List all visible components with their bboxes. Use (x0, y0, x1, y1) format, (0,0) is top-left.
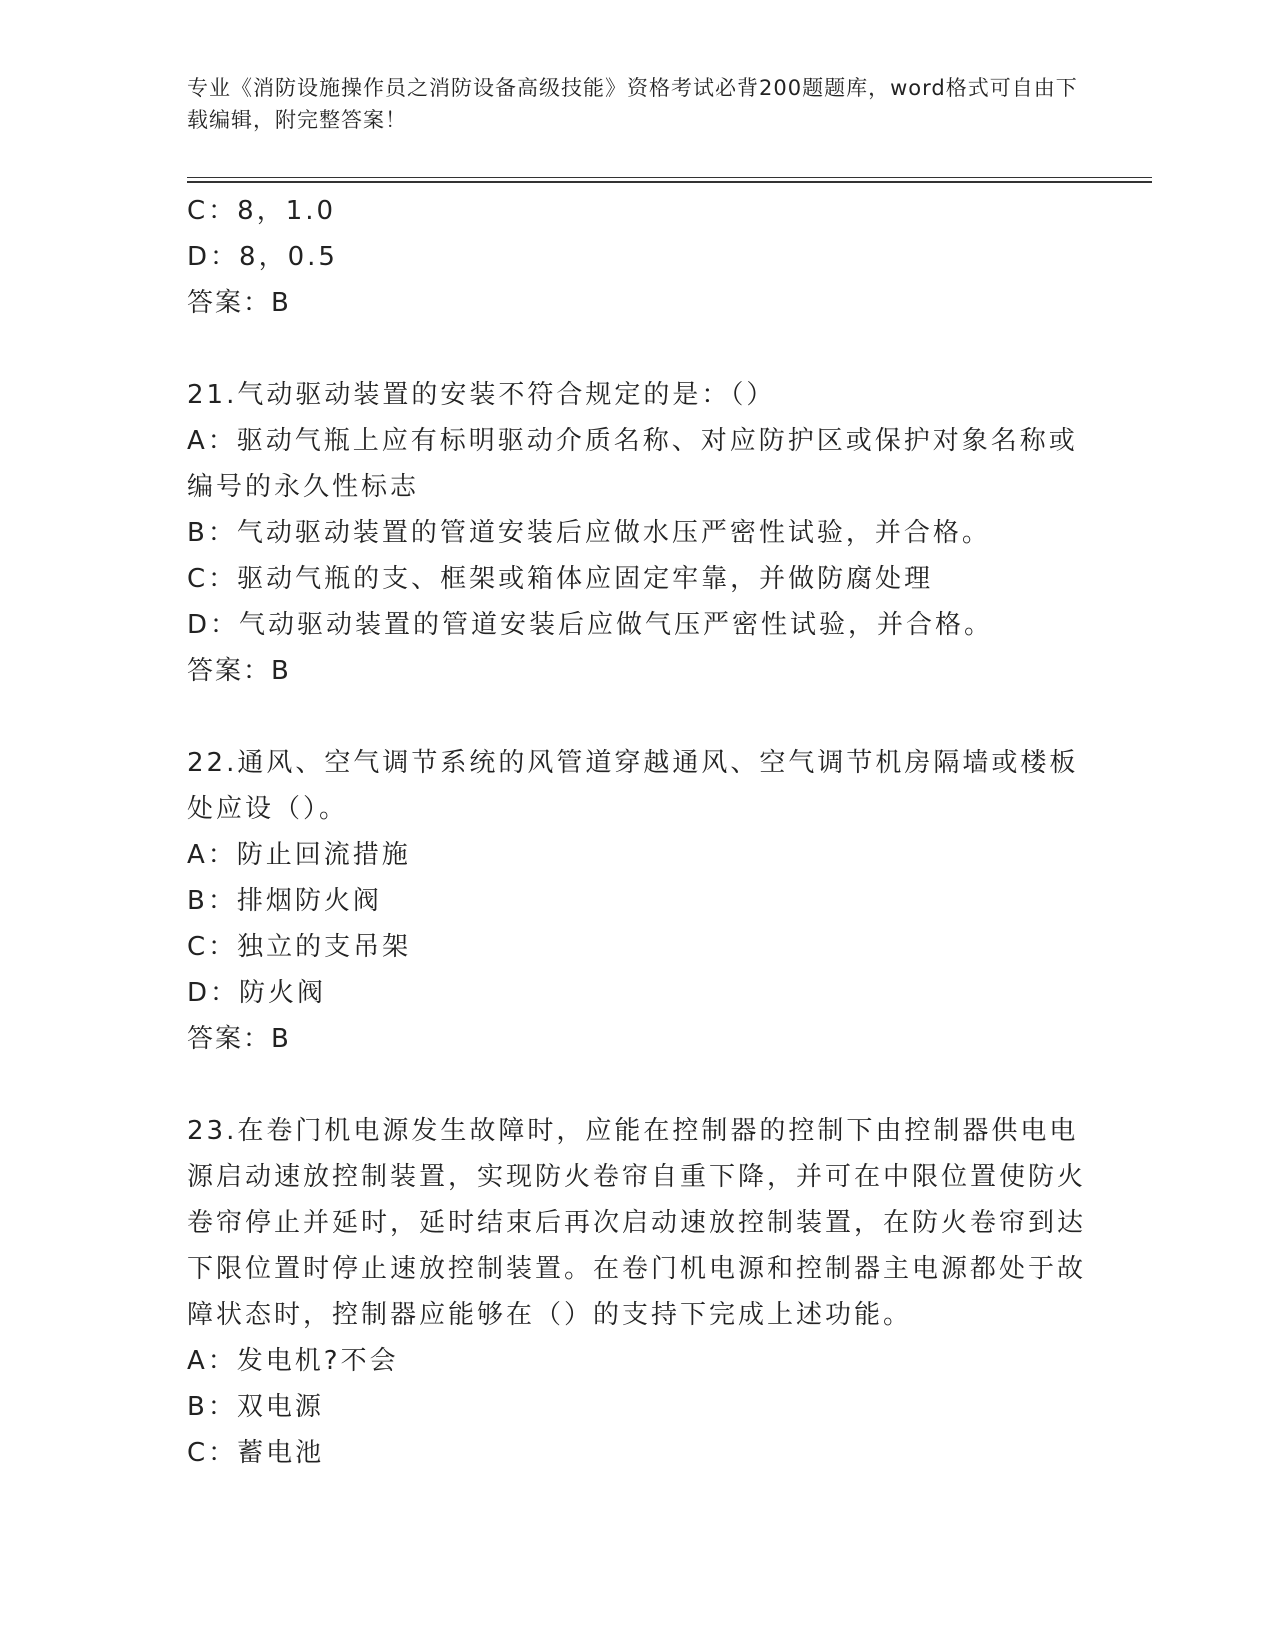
question-21 (187, 372, 1087, 694)
header-divider-thin (187, 177, 1152, 178)
answer-line: 答案：B (187, 288, 291, 318)
option-c: C：8，1.0 (187, 196, 337, 226)
document-body (187, 188, 1087, 1476)
option-a: A：防止回流措施 (187, 840, 411, 870)
previous-question-tail (187, 188, 1087, 326)
option-b: B：气动驱动装置的管道安装后应做水压严密性试验，并合格。 (187, 518, 991, 548)
option-a: A：发电机?不会 (187, 1346, 399, 1376)
option-d: D：8，0.5 (187, 242, 338, 272)
answer-line: 答案：B (187, 656, 291, 686)
answer-line: 答案：B (187, 1024, 291, 1054)
page-header-title: 专业《消防设施操作员之消防设备高级技能》资格考试必背200题题库，word格式可自由下载编辑，附完整答案！ (187, 76, 1078, 132)
question-23 (187, 1108, 1087, 1476)
option-c: C：独立的支吊架 (187, 932, 412, 962)
question-stem: 21.气动驱动装置的安装不符合规定的是：（） (187, 380, 776, 410)
question-stem: 23.在卷门机电源发生故障时，应能在控制器的控制下由控制器供电电源启动速放控制装置，实现防火卷帘自重下降，并可在中限位置使防火卷帘停止并延时，延时结束后再次启动速放控制装置，在防火卷帘到达下限位置时停止速放控制装置。在卷门机电源和控制器主电源都处于故障状态时，控制器应能够在（）的支持下完成上述功能。 (187, 1116, 1087, 1330)
option-d: D：防火阀 (187, 978, 327, 1008)
option-d: D：气动驱动装置的管道安装后应做气压严密性试验，并合格。 (187, 610, 994, 640)
header-divider-thick (187, 181, 1152, 183)
option-b: B：双电源 (187, 1392, 324, 1422)
option-c: C：驱动气瓶的支、框架或箱体应固定牢靠，并做防腐处理 (187, 564, 934, 594)
option-c: C：蓄电池 (187, 1438, 325, 1468)
question-22 (187, 740, 1087, 1062)
option-b: B：排烟防火阀 (187, 886, 382, 916)
question-stem: 22.通风、空气调节系统的风管道穿越通风、空气调节机房隔墙或楼板处应设（）。 (187, 748, 1079, 824)
option-a: A：驱动气瓶上应有标明驱动介质名称、对应防护区或保护对象名称或编号的永久性标志 (187, 426, 1078, 502)
